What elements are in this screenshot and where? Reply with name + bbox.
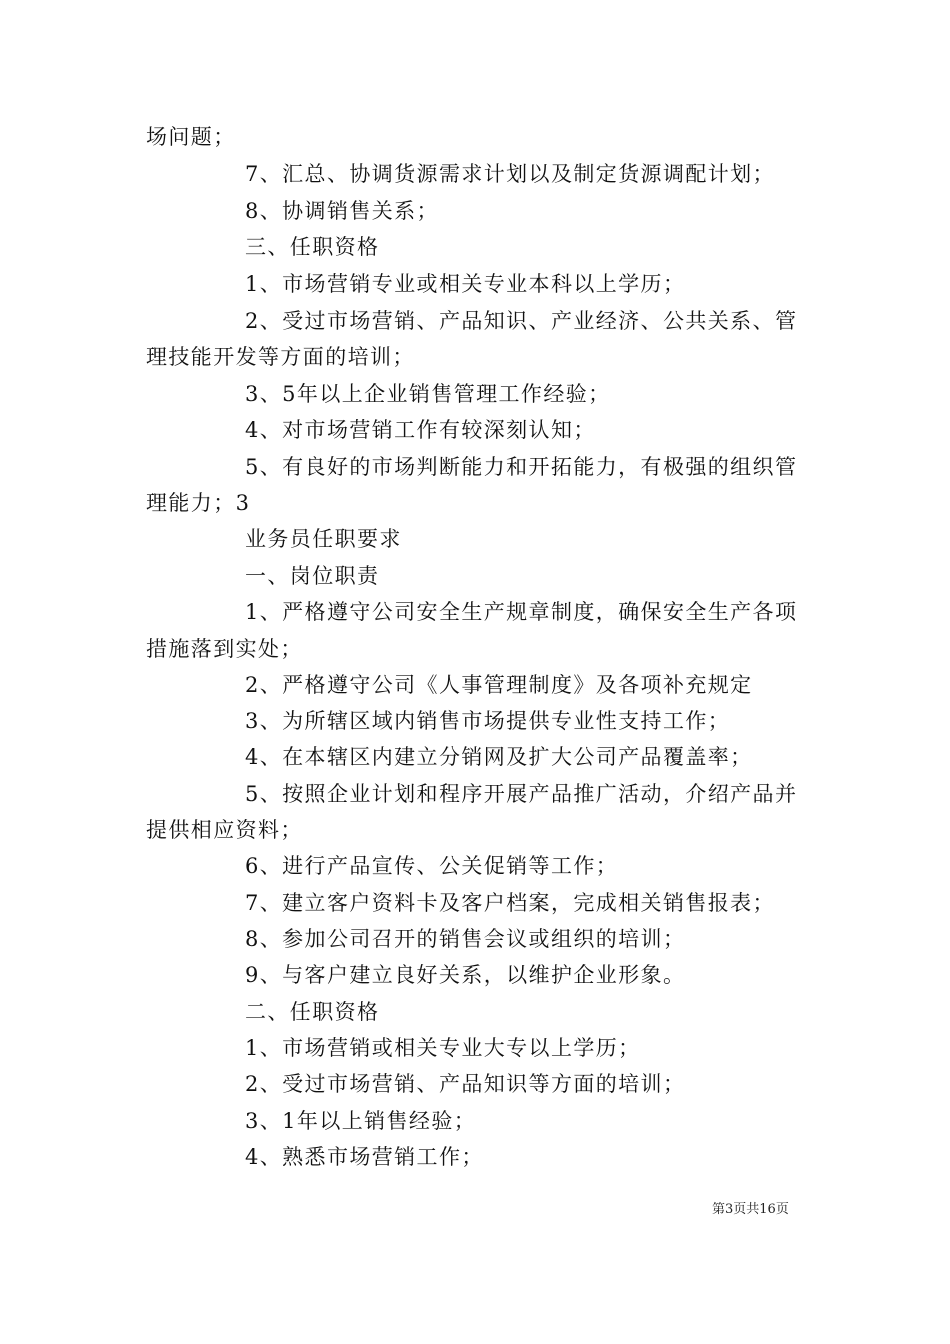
text-line: 4、对市场营销工作有较深刻认知； — [245, 418, 596, 442]
text-line: 7、建立客户资料卡及客户档案，完成相关销售报表； — [245, 891, 775, 915]
section-heading: 二、任职资格 — [245, 1000, 380, 1024]
text-line: 3、为所辖区域内销售市场提供专业性支持工作； — [245, 709, 731, 733]
text-line: 6、进行产品宣传、公关促销等工作； — [245, 854, 619, 878]
text-line: 2、受过市场营销、产品知识、产业经济、公共关系、管 — [245, 309, 798, 333]
text-line: 提供相应资料； — [146, 818, 303, 842]
text-line: 3、5年以上企业销售管理工作经验； — [245, 382, 611, 406]
text-line: 3、1年以上销售经验； — [245, 1109, 477, 1133]
text-line: 7、汇总、协调货源需求计划以及制定货源调配计划； — [245, 162, 775, 186]
text-line: 5、按照企业计划和程序开展产品推广活动，介绍产品并 — [245, 782, 798, 806]
section-heading: 三、任职资格 — [245, 235, 380, 259]
text-line: 措施落到实处； — [146, 637, 303, 661]
text-line: 8、参加公司召开的销售会议或组织的培训； — [245, 927, 686, 951]
text-line: 1、市场营销专业或相关专业本科以上学历； — [245, 272, 686, 296]
text-line: 9、与客户建立良好关系，以维护企业形象。 — [245, 963, 686, 987]
text-line: 1、严格遵守公司安全生产规章制度，确保安全生产各项 — [245, 600, 798, 624]
text-line: 4、在本辖区内建立分销网及扩大公司产品覆盖率； — [245, 745, 753, 769]
text-line: 2、严格遵守公司《人事管理制度》及各项补充规定 — [245, 673, 753, 697]
text-line: 场问题； — [146, 125, 236, 149]
text-line: 4、熟悉市场营销工作； — [245, 1145, 484, 1169]
text-line: 2、受过市场营销、产品知识等方面的培训； — [245, 1072, 686, 1096]
text-line: 1、市场营销或相关专业大专以上学历； — [245, 1036, 641, 1060]
document-heading: 业务员任职要求 — [245, 527, 402, 551]
page-number: 第3页共16页 — [712, 1202, 789, 1217]
text-line: 8、协调销售关系； — [245, 199, 439, 223]
text-line: 5、有良好的市场判断能力和开拓能力，有极强的组织管 — [245, 455, 798, 479]
section-heading: 一、岗位职责 — [245, 564, 380, 588]
text-line: 理技能开发等方面的培训； — [146, 345, 415, 369]
text-line: 理能力；3 — [146, 491, 251, 515]
